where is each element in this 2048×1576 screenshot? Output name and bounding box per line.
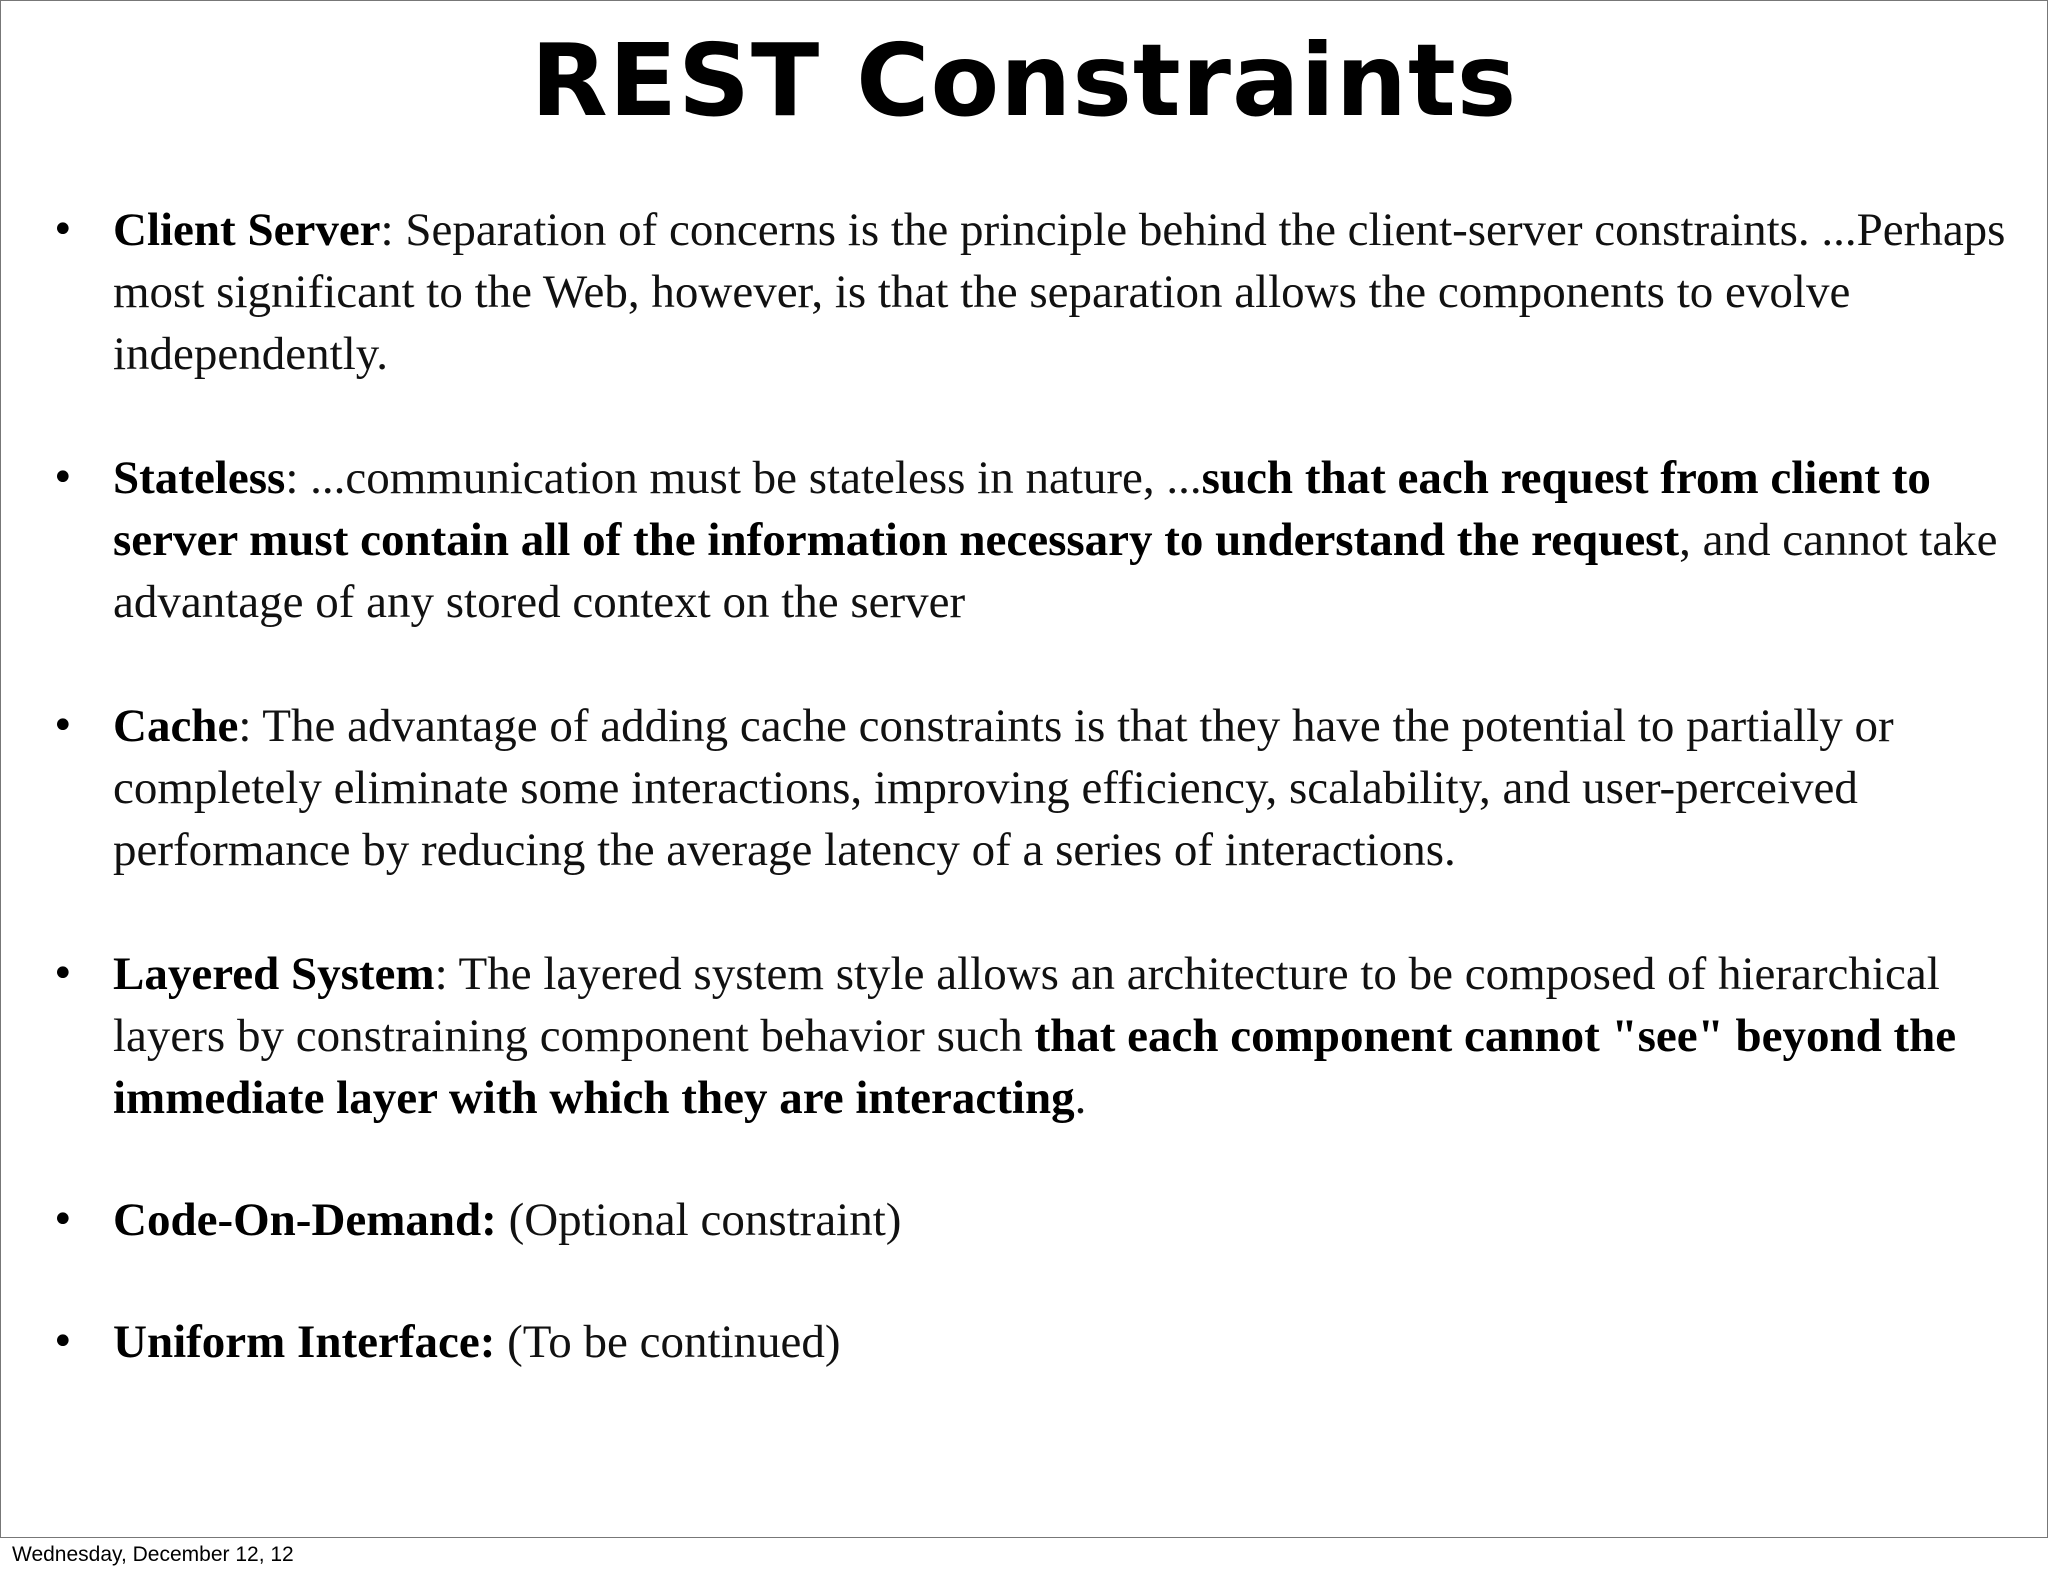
bullet-item-code-on-demand	[1, 1189, 2047, 1251]
item-colon: :	[434, 948, 448, 1000]
item-term: Stateless	[113, 452, 286, 504]
item-colon: :	[285, 452, 299, 504]
bullet-item-uniform-interface	[1, 1311, 2047, 1373]
bullet-icon: •	[51, 1319, 75, 1365]
bullet-item-stateless	[1, 447, 2047, 633]
bullet-icon: •	[51, 1197, 75, 1243]
bullet-icon: •	[51, 703, 75, 749]
item-text: Separation of concerns is the principle behind the client-server constraints. ...Perhaps most significant to the Web, however, is that the separation allows the components to evolve independently.	[113, 204, 2006, 380]
bullet-list	[1, 199, 2047, 1373]
item-colon: :	[380, 204, 394, 256]
bullet-item-layered-system	[1, 943, 2047, 1129]
item-emphasis: that each component cannot "see" beyond the immediate layer with which they are interacting	[113, 1010, 1957, 1124]
item-text-before: The layered system style allows an architecture to be composed of hierarchical layers by constraining component behavior such	[113, 948, 1940, 1062]
bullet-item-client-server	[1, 199, 2047, 385]
item-text-after: .	[1074, 1072, 1087, 1124]
bullet-item-cache	[1, 695, 2047, 881]
item-term: Client Server	[113, 204, 381, 256]
item-colon: :	[238, 700, 252, 752]
item-text: (Optional constraint)	[496, 1194, 902, 1246]
bullet-icon: •	[51, 951, 75, 997]
slide-title: REST Constraints	[530, 22, 1518, 139]
item-text: The advantage of adding cache constraints is that they have the potential to partially or completely eliminate some interactions, improving efficiency, scalability, and user-perceived performance by reducing the average latency of a series of interactions.	[113, 700, 1894, 876]
bullet-icon: •	[51, 455, 75, 501]
bullet-icon: •	[51, 207, 75, 253]
item-term: Uniform Interface:	[113, 1316, 496, 1368]
item-term: Cache	[113, 700, 239, 752]
item-term: Code-On-Demand:	[113, 1194, 497, 1246]
item-text-before: ...communication must be stateless in nature, ...	[298, 452, 1202, 504]
item-text: (To be continued)	[495, 1316, 841, 1368]
item-text-after: , and cannot take advantage of any stored context on the server	[113, 514, 1998, 628]
item-emphasis: such that each request from client to server must contain all of the information necessary to understand the request	[113, 452, 1931, 566]
item-term: Layered System	[113, 948, 435, 1000]
footer-date: Wednesday, December 12, 12	[12, 1543, 294, 1566]
